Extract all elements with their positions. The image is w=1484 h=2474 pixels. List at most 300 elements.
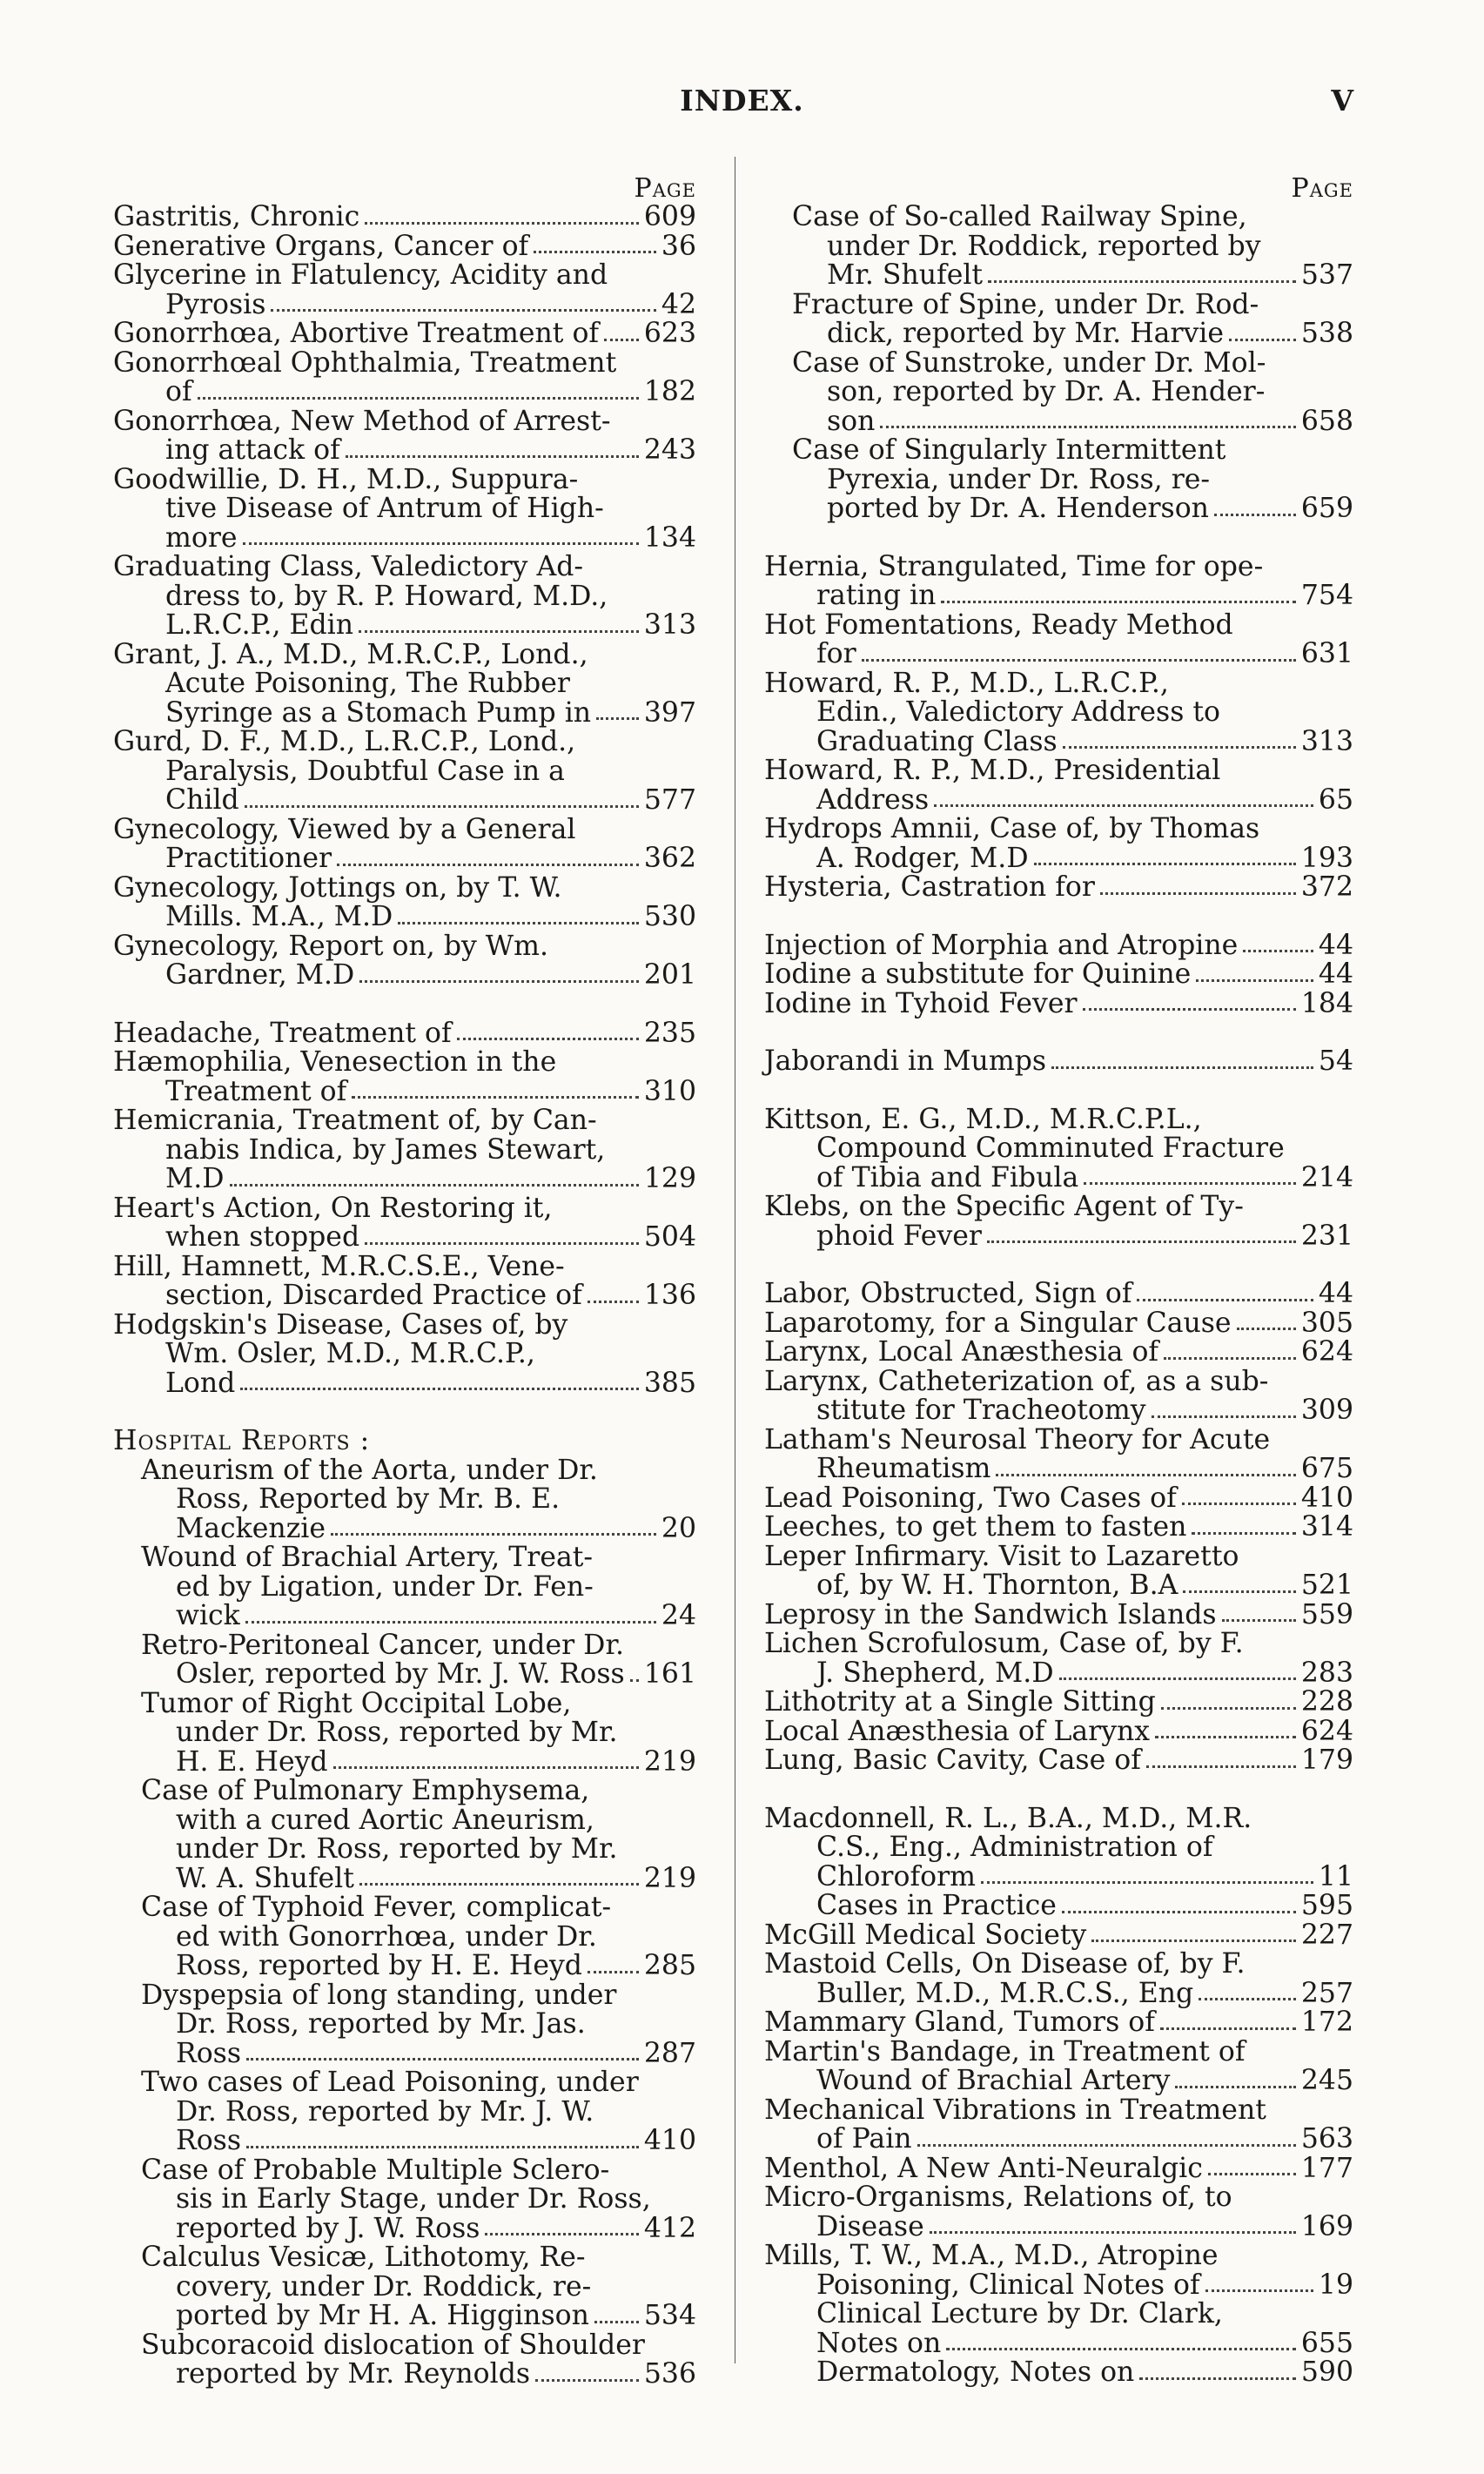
dot-leader: [246, 2127, 639, 2148]
entry-text: of, by W. H. Thornton, B.A: [816, 1570, 1178, 1601]
index-entry: [764, 756, 1353, 815]
dot-leader: [337, 844, 639, 866]
dot-leader: [1164, 1338, 1296, 1360]
section-gap: [113, 1398, 696, 1427]
dot-leader: [1182, 1484, 1296, 1506]
index-entry: [764, 2300, 1353, 2358]
index-column-left: [113, 174, 696, 2390]
entry-text: Retro-Peritoneal Cancer, under Dr.: [141, 1629, 625, 1661]
index-entry: [764, 2358, 1353, 2388]
entry-text: Mills. M.A., M.D: [165, 901, 393, 932]
entry-text: Gynecology, Jottings on, by T. W.: [113, 871, 562, 904]
entry-text: Tumor of Right Occipital Lobe,: [141, 1687, 572, 1719]
index-entry: [764, 669, 1353, 757]
dot-leader: [1214, 494, 1296, 516]
entry-page-number: 504: [643, 1221, 696, 1253]
entry-page-number: 659: [1300, 493, 1353, 524]
entry-page-number: 231: [1300, 1220, 1353, 1252]
dot-leader: [359, 611, 639, 633]
index-entry: [113, 553, 696, 641]
entry-text: son, reported by Dr. A. Hender-: [827, 376, 1266, 407]
index-entry: [113, 1893, 696, 1981]
entry-page-number: 314: [1300, 1511, 1353, 1543]
dot-leader: [1205, 2271, 1313, 2293]
index-entry: [113, 2331, 696, 2390]
index-entry: [764, 2242, 1353, 2300]
entry-text: Glycerine in Flatulency, Acidity and: [113, 259, 608, 291]
entry-page-number: 595: [1300, 1890, 1353, 1921]
entry-text: Gurd, D. F., M.D., L.R.C.P., Lond.,: [113, 726, 576, 757]
entry-text: dick, reported by Mr. Harvie: [827, 318, 1225, 349]
entry-text: Larynx, Catheterization of, as a sub-: [764, 1365, 1269, 1397]
index-entry: [113, 1048, 696, 1106]
dot-leader: [1160, 2008, 1296, 2030]
entry-page-number: 257: [1300, 1977, 1353, 2009]
entry-text: Buller, M.D., M.R.C.S., Eng: [816, 1977, 1194, 2009]
dot-leader: [1196, 960, 1313, 982]
entry-page-number: 235: [643, 1017, 696, 1049]
entry-text: Hot Fomentations, Ready Method: [764, 608, 1233, 641]
entry-text: Iodine in Tyhoid Fever: [764, 987, 1078, 1019]
dot-leader: [934, 786, 1313, 808]
entry-text: Case of Singularly Intermittent: [792, 434, 1226, 466]
dot-leader: [398, 903, 639, 924]
entry-page-number: 44: [1318, 958, 1353, 990]
entry-page-number: 201: [643, 959, 696, 991]
dot-leader: [365, 1223, 639, 1245]
index-entry: [113, 2156, 696, 2244]
entry-page-number: 193: [1300, 842, 1353, 874]
index-entry: [764, 815, 1353, 873]
section-gap: [764, 1077, 1353, 1106]
entry-text: Mills, T. W., M.A., M.D., Atropine: [764, 2240, 1219, 2271]
dot-leader: [1100, 873, 1296, 895]
entry-page-number: 609: [643, 201, 696, 232]
index-entry: [113, 1631, 696, 1690]
index-entry: [113, 932, 696, 991]
entry-text: of Tibia and Fibula: [816, 1161, 1079, 1193]
entry-text: ported by Dr. A. Henderson: [827, 493, 1209, 524]
entry-page-number: 245: [1300, 2065, 1353, 2096]
dot-leader: [1175, 2067, 1295, 2088]
entry-text: with a cured Aortic Aneurism,: [176, 1804, 594, 1836]
entry-page-number: 184: [1300, 987, 1353, 1019]
entry-text: son: [827, 405, 876, 437]
dot-leader: [485, 2215, 638, 2236]
entry-text: J. Shepherd, M.D: [816, 1657, 1054, 1689]
entry-page-number: 538: [1300, 318, 1353, 349]
entry-page-number: 675: [1300, 1453, 1353, 1484]
index-entry: [113, 813, 696, 874]
entry-text: Howard, R. P., M.D., L.R.C.P.,: [764, 667, 1169, 699]
dot-leader: [1083, 990, 1296, 1012]
dot-leader: [331, 1515, 656, 1536]
dot-leader: [946, 2329, 1296, 2351]
index-entry: [764, 1280, 1353, 1309]
index-entry: [764, 346, 1353, 437]
index-entry: [764, 2183, 1353, 2242]
index-entry: [764, 960, 1353, 990]
entry-page-number: 537: [1300, 259, 1353, 291]
entry-text: Gynecology, Viewed by a General: [113, 813, 576, 845]
entry-text: Gynecology, Report on, by Wm.: [113, 930, 549, 962]
dot-leader: [1229, 319, 1296, 341]
entry-page-number: 219: [643, 1745, 696, 1778]
entry-page-number: 385: [643, 1367, 696, 1399]
entry-text: McGill Medical Society: [764, 1919, 1087, 1951]
dot-leader: [534, 232, 656, 254]
entry-text: Dr. Ross, reported by Mr. J. W.: [176, 2095, 594, 2128]
entry-text: Dermatology, Notes on: [816, 2356, 1135, 2388]
dot-leader: [246, 2040, 639, 2061]
index-entry: [764, 1688, 1353, 1718]
entry-text: Goodwillie, D. H., M.D., Suppura-: [113, 463, 579, 495]
entry-text: Clinical Lecture by Dr. Clark,: [816, 2298, 1223, 2329]
section-gap: [113, 991, 696, 1019]
entry-text: Klebs, on the Specific Agent of Ty-: [764, 1191, 1244, 1222]
entry-text: Wm. Osler, M.D., M.R.C.P.,: [165, 1338, 535, 1369]
entry-page-number: 624: [1300, 1336, 1353, 1368]
entry-page-number: 559: [1300, 1598, 1353, 1630]
dot-leader: [987, 1222, 1296, 1244]
dot-leader: [1051, 1047, 1313, 1069]
entry-page-number: 412: [643, 2212, 696, 2244]
index-entry: [113, 2243, 696, 2331]
dot-leader: [245, 786, 639, 808]
entry-page-number: 129: [643, 1163, 696, 1194]
index-entry: [113, 232, 696, 262]
entry-text: Address: [816, 783, 930, 816]
dot-leader: [1139, 2358, 1296, 2380]
dot-leader: [1192, 1513, 1296, 1535]
entry-page-number: 172: [1300, 2007, 1353, 2038]
index-entry: [764, 1513, 1353, 1543]
entry-text: Hodgskin's Disease, Cases of, by: [113, 1308, 568, 1341]
entry-text: Mr. Shufelt: [827, 259, 984, 291]
section-heading: Hospital Reports :: [113, 1425, 371, 1456]
dot-leader: [1034, 844, 1296, 866]
dot-leader: [352, 1078, 639, 1099]
entry-text: Menthol, A New Anti-Neuralgic: [764, 2152, 1203, 2184]
entry-text: Ross: [176, 2037, 242, 2069]
index-entry: [113, 1194, 696, 1253]
entry-page-number: 44: [1318, 929, 1353, 961]
entry-page-number: 36: [661, 230, 696, 262]
entry-text: Martin's Bandage, in Treatment of: [764, 2035, 1246, 2067]
entry-page-number: 623: [643, 318, 696, 349]
dot-leader: [333, 1748, 639, 1770]
entry-text: Ross: [176, 2125, 242, 2156]
entry-text: M.D: [165, 1163, 225, 1194]
entry-text: Howard, R. P., M.D., Presidential: [764, 755, 1221, 786]
index-entry: [764, 1598, 1353, 1630]
entry-page-number: 410: [643, 2125, 696, 2156]
dot-leader: [1155, 1718, 1296, 1739]
entry-page-number: 624: [1300, 1715, 1353, 1747]
index-entry: [764, 931, 1353, 961]
entry-text: rating in: [816, 580, 937, 611]
entry-text: covery, under Dr. Roddick, re-: [176, 2270, 592, 2303]
index-entry: [764, 1365, 1353, 1426]
entry-text: Gonorrhœa, Abortive Treatment of: [113, 318, 600, 349]
index-entry: [764, 1338, 1353, 1368]
dot-leader: [1063, 728, 1296, 750]
entry-text: dress to, by R. P. Howard, M.D.,: [165, 580, 608, 612]
entry-page-number: 658: [1300, 405, 1353, 437]
dot-leader: [988, 261, 1296, 283]
dot-leader: [245, 1602, 656, 1624]
entry-page-number: 309: [1300, 1395, 1353, 1426]
index-entry: [764, 1892, 1353, 1921]
index-entry: [764, 1746, 1353, 1776]
entry-text: Case of Pulmonary Emphysema,: [141, 1775, 590, 1806]
entry-text: Child: [165, 784, 239, 816]
dot-leader: [243, 524, 639, 546]
entry-text: Hydrops Amnii, Case of, by Thomas: [764, 813, 1260, 844]
entry-page-number: 285: [643, 1950, 696, 1981]
index-entry: [113, 261, 696, 319]
index-entry: [764, 203, 1353, 291]
entry-text: Lithotrity at a Single Sitting: [764, 1686, 1156, 1718]
section-gap: [764, 1776, 1353, 1805]
entry-page-number: 577: [643, 784, 696, 816]
index-entry: [113, 1543, 696, 1631]
page-column-label: Page: [634, 173, 696, 204]
index-entry: [764, 2035, 1353, 2096]
section-gap: [764, 1019, 1353, 1047]
entry-text: Compound Comminuted Fracture: [816, 1133, 1285, 1164]
index-entry: [113, 2068, 696, 2156]
index-entry: [764, 608, 1353, 669]
dot-leader: [1062, 1892, 1296, 1913]
entry-page-number: 65: [1318, 783, 1353, 816]
entry-page-number: 42: [661, 288, 696, 320]
entry-page-number: 521: [1300, 1570, 1353, 1601]
entry-page-number: 134: [643, 521, 696, 554]
dot-leader: [981, 1863, 1313, 1885]
index-entry: [764, 1715, 1353, 1747]
entry-text: Case of Probable Multiple Sclero-: [141, 2154, 610, 2186]
index-column-right: [764, 174, 1353, 2388]
index-entry: [764, 1423, 1353, 1484]
index-entry: [113, 638, 696, 729]
dot-leader: [862, 640, 1296, 662]
entry-text: nabis Indica, by James Stewart,: [165, 1133, 606, 1166]
entry-text: Lond: [165, 1367, 236, 1399]
index-entry: [113, 407, 696, 466]
dot-leader: [1199, 1980, 1296, 2001]
entry-text: Micro-Organisms, Relations of, to: [764, 2182, 1232, 2213]
entry-text: section, Discarded Practice of: [165, 1280, 582, 1311]
entry-text: ed by Ligation, under Dr. Fen-: [176, 1570, 594, 1603]
dot-leader: [588, 1952, 639, 1973]
running-header-title: INDEX.: [680, 84, 804, 118]
dot-leader: [1208, 2155, 1296, 2176]
entry-page-number: 24: [661, 1600, 696, 1631]
entry-text: Leprosy in the Sandwich Islands: [764, 1598, 1217, 1630]
index-entry: [764, 2096, 1353, 2155]
dot-leader: [604, 319, 639, 341]
entry-page-number: 313: [643, 609, 696, 641]
entry-text: Acute Poisoning, The Rubber: [165, 668, 570, 699]
entry-text: when stopped: [165, 1221, 360, 1253]
dot-leader: [240, 1369, 639, 1391]
dot-leader: [359, 961, 639, 983]
entry-text: Lead Poisoning, Two Cases of: [764, 1482, 1177, 1514]
entry-text: Hernia, Strangulated, Time for ope-: [764, 550, 1264, 582]
dot-leader: [1222, 1601, 1296, 1623]
entry-text: of: [165, 376, 192, 407]
entry-page-number: 169: [1300, 2210, 1353, 2242]
index-entry: [113, 1687, 696, 1778]
entry-text: Fracture of Spine, under Dr. Rod-: [792, 288, 1259, 320]
entry-text: sis in Early Stage, under Dr. Ross,: [176, 2183, 651, 2215]
entry-text: Leper Infirmary. Visit to Lazaretto: [764, 1540, 1239, 1572]
entry-text: Notes on: [816, 2327, 942, 2359]
entry-text: Hæmophilia, Venesection in the: [113, 1046, 557, 1078]
entry-text: Chloroform: [816, 1860, 977, 1892]
entry-text: Paralysis, Doubtful Case in a: [165, 755, 565, 787]
index-entry: [113, 728, 696, 816]
index-entry: [764, 288, 1353, 349]
index-entry: [113, 203, 696, 232]
entry-text: Macdonnell, R. L., B.A., M.D., M.R.: [764, 1802, 1252, 1834]
entry-page-number: 214: [1300, 1161, 1353, 1193]
entry-text: W. A. Shufelt: [176, 1862, 354, 1894]
entry-text: Subcoracoid dislocation of Shoulder: [141, 2329, 645, 2361]
entry-text: of Pain: [816, 2123, 912, 2155]
entry-text: Case of Typhoid Fever, complicat-: [141, 1892, 612, 1923]
entry-page-number: 177: [1300, 2152, 1353, 2184]
section-gap: [764, 903, 1353, 931]
entry-text: Local Anæsthesia of Larynx: [764, 1715, 1151, 1747]
entry-text: Gastritis, Chronic: [113, 201, 360, 232]
dot-leader: [930, 2213, 1296, 2235]
entry-text: Injection of Morphia and Atropine: [764, 929, 1239, 961]
entry-page-number: 219: [643, 1862, 696, 1894]
dot-leader: [630, 1660, 639, 1682]
entry-page-number: 243: [643, 434, 696, 466]
entry-page-number: 161: [643, 1658, 696, 1690]
entry-page-number: 44: [1318, 1278, 1353, 1309]
dot-leader: [1237, 1309, 1296, 1331]
entry-text: Graduating Class: [816, 725, 1058, 757]
index-entry: [113, 463, 696, 554]
entry-text: Cases in Practice: [816, 1890, 1057, 1921]
entry-text: Lichen Scrofulosum, Case of, by F.: [764, 1628, 1244, 1659]
entry-text: Gonorrhœa, New Method of Arrest-: [113, 405, 611, 437]
entry-text: Jaborandi in Mumps: [764, 1045, 1047, 1077]
section-gap: [764, 524, 1353, 553]
index-entry: [764, 1047, 1353, 1077]
entry-text: for: [816, 638, 856, 669]
entry-text: Headache, Treatment of: [113, 1017, 452, 1049]
index-entry: [113, 1308, 696, 1399]
entry-text: under Dr. Roddick, reported by: [827, 230, 1261, 262]
entry-text: under Dr. Ross, reported by Mr.: [176, 1717, 618, 1748]
dot-leader: [596, 699, 639, 721]
entry-page-number: 362: [643, 843, 696, 874]
index-entry: [764, 550, 1353, 611]
dot-leader: [1084, 1164, 1296, 1186]
entry-text: Mammary Gland, Tumors of: [764, 2007, 1155, 2038]
index-entry: [764, 1950, 1353, 2008]
entry-text: Larynx, Local Anæsthesia of: [764, 1336, 1159, 1368]
entry-page-number: 227: [1300, 1919, 1353, 1951]
dot-leader: [535, 2360, 639, 2382]
entry-text: C.S., Eng., Administration of: [816, 1832, 1213, 1863]
entry-text: tive Disease of Antrum of High-: [165, 493, 604, 524]
entry-text: Mechanical Vibrations in Treatment: [764, 2094, 1266, 2126]
dot-leader: [1161, 1688, 1296, 1710]
entry-text: reported by J. W. Ross: [176, 2212, 480, 2244]
entry-text: Dyspepsia of long standing, under: [141, 1979, 617, 2011]
dot-leader: [365, 203, 639, 225]
index-entry: [764, 436, 1353, 524]
index-entry: [764, 2152, 1353, 2184]
entry-page-number: 313: [1300, 725, 1353, 757]
index-entry: [764, 1484, 1353, 1514]
entry-page-number: 590: [1300, 2356, 1353, 2388]
dot-leader: [1152, 1396, 1296, 1418]
index-entry: [113, 1981, 696, 2069]
entry-page-number: 655: [1300, 2327, 1353, 2359]
entry-text: wick: [176, 1600, 240, 1631]
entry-text: L.R.C.P., Edin: [165, 609, 354, 641]
entry-page-number: 136: [643, 1280, 696, 1311]
dot-leader: [230, 1165, 639, 1187]
dot-leader: [457, 1019, 639, 1041]
entry-text: Heart's Action, On Restoring it,: [113, 1192, 553, 1224]
section-gap: [764, 1251, 1353, 1280]
entry-text: Generative Organs, Cancer of: [113, 230, 529, 262]
entry-text: Labor, Obstructed, Sign of: [764, 1278, 1132, 1309]
index-entry: [113, 1250, 696, 1311]
dot-leader: [1243, 931, 1313, 953]
dot-leader: [198, 378, 639, 400]
entry-page-number: 310: [643, 1075, 696, 1107]
entry-page-number: 228: [1300, 1686, 1353, 1718]
entry-text: Hill, Hamnett, M.R.C.S.E., Vene-: [113, 1250, 565, 1282]
entry-text: Lung, Basic Cavity, Case of: [764, 1745, 1141, 1776]
entry-text: Ross, Reported by Mr. B. E.: [176, 1483, 561, 1515]
entry-text: Ross, reported by H. E. Heyd: [176, 1950, 582, 1981]
entry-text: Wound of Brachial Artery, Treat-: [141, 1542, 594, 1573]
entry-text: Poisoning, Clinical Notes of: [816, 2269, 1200, 2301]
entry-text: ed with Gonorrhœa, under Dr.: [176, 1920, 597, 1953]
entry-page-number: 19: [1318, 2269, 1353, 2301]
dot-leader: [588, 1281, 639, 1303]
entry-text: stitute for Tracheotomy: [816, 1395, 1146, 1426]
entry-text: Latham's Neurosal Theory for Acute: [764, 1423, 1271, 1455]
entry-page-number: 534: [643, 2300, 696, 2331]
entry-text: Iodine a substitute for Quinine: [764, 958, 1192, 990]
dot-leader: [917, 2125, 1296, 2147]
entry-text: reported by Mr. Reynolds: [176, 2358, 531, 2390]
entry-text: Treatment of: [165, 1075, 347, 1107]
entry-text: Rheumatism: [816, 1453, 991, 1484]
entry-page-number: 283: [1300, 1657, 1353, 1689]
entry-text: Aneurism of the Aorta, under Dr.: [141, 1454, 598, 1486]
index-entry: [764, 1309, 1353, 1339]
entry-text: ported by Mr H. A. Higginson: [176, 2300, 589, 2331]
dot-leader: [271, 291, 655, 313]
index-entry: [764, 873, 1353, 903]
entry-text: Disease: [816, 2210, 924, 2242]
index-entry: [113, 1456, 696, 1544]
entry-text: Mackenzie: [176, 1512, 326, 1544]
entry-text: ing attack of: [165, 434, 340, 466]
